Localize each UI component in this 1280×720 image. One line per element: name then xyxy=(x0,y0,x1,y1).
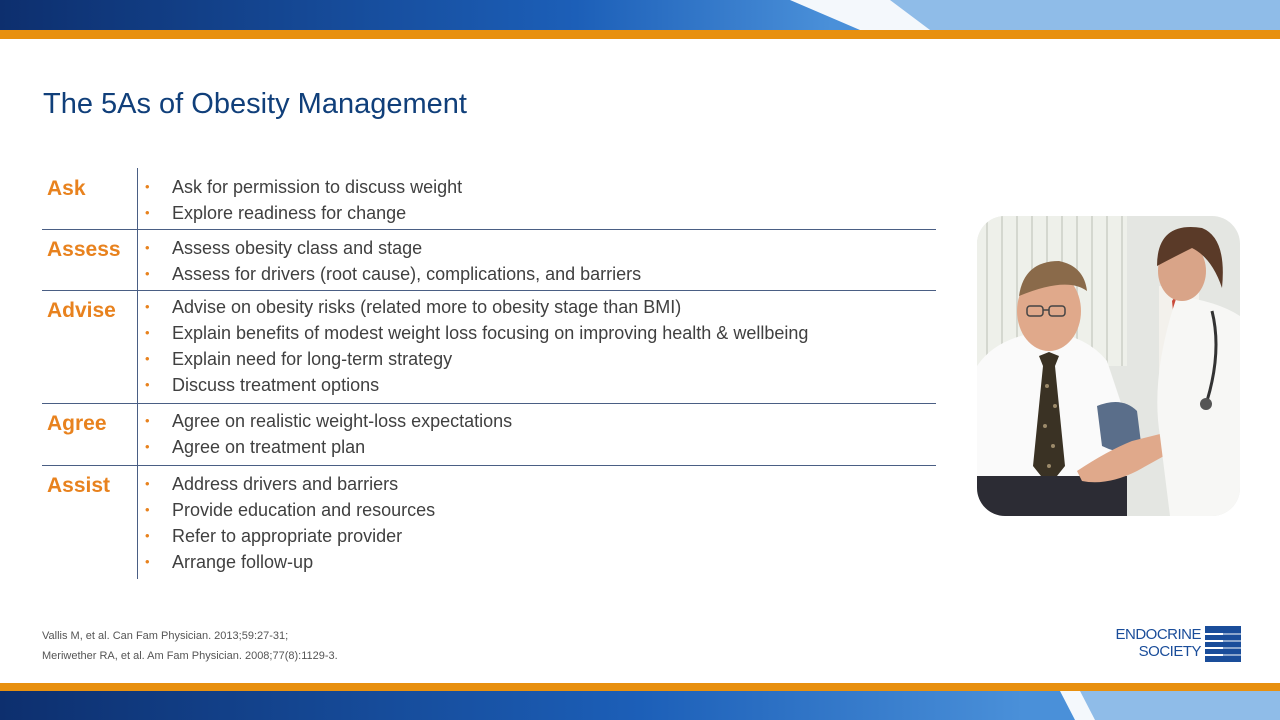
row-label-ask: Ask xyxy=(47,177,86,200)
list-item: • Address drivers and barriers xyxy=(145,474,399,494)
bullet-list xyxy=(145,235,641,287)
list-item: • Explain benefits of modest weight loss focusing on improving health & wellbeing xyxy=(145,323,809,343)
bottom-footer-band xyxy=(0,680,1280,720)
doctor-patient-photo xyxy=(977,216,1240,516)
list-item: • Advise on obesity risks (related more to obesity stage than BMI) xyxy=(145,297,682,317)
page-title: The 5As of Obesity Management xyxy=(43,88,467,120)
list-item: • Agree on realistic weight-loss expectations xyxy=(145,411,513,431)
list-item: • Assess for drivers (root cause), complications, and barriers xyxy=(145,264,642,284)
table-row-advise xyxy=(42,291,936,404)
logo-text-line2: SOCIETY xyxy=(1138,643,1201,660)
five-as-table xyxy=(42,168,936,579)
table-row-agree xyxy=(42,404,936,466)
list-item: • Agree on treatment plan xyxy=(145,437,366,457)
row-divider xyxy=(137,466,138,579)
table-row-assist xyxy=(42,466,936,579)
row-divider xyxy=(137,230,138,290)
bullet-list xyxy=(145,174,462,226)
row-label-advise: Advise xyxy=(47,299,116,322)
doctor-patient-blood-pressure-photo-icon xyxy=(977,216,1240,516)
table-row-ask xyxy=(42,168,936,230)
row-divider xyxy=(137,291,138,403)
bullet-list xyxy=(145,408,512,460)
list-item: • Provide education and resources xyxy=(145,500,436,520)
row-divider xyxy=(137,168,138,229)
row-divider xyxy=(137,404,138,465)
row-label-assist: Assist xyxy=(47,474,111,497)
list-item: • Explore readiness for change xyxy=(145,203,407,223)
top-header-band xyxy=(0,0,1280,40)
bullet-list xyxy=(145,294,808,398)
citation xyxy=(42,626,338,666)
list-item: • Assess obesity class and stage xyxy=(145,238,423,258)
citation-line: Vallis M, et al. Can Fam Physician. 2013;59:27-31; xyxy=(42,630,289,642)
list-item: • Arrange follow-up xyxy=(145,552,314,572)
list-item: • Explain need for long-term strategy xyxy=(145,349,453,369)
list-item: • Refer to appropriate provider xyxy=(145,526,403,546)
logo-mark-icon xyxy=(1205,626,1241,662)
list-item: • Ask for permission to discuss weight xyxy=(145,177,463,197)
citation-line: Meriwether RA, et al. Am Fam Physician. 2008;77(8):1129-3. xyxy=(42,650,338,662)
list-item: • Discuss treatment options xyxy=(145,375,380,395)
row-label-agree: Agree xyxy=(47,412,107,435)
table-row-assess xyxy=(42,230,936,291)
bullet-list xyxy=(145,471,435,575)
endocrine-society-logo xyxy=(1103,626,1241,664)
logo-text-line1: ENDOCRINE xyxy=(1115,626,1201,643)
row-label-assess: Assess xyxy=(47,238,121,261)
